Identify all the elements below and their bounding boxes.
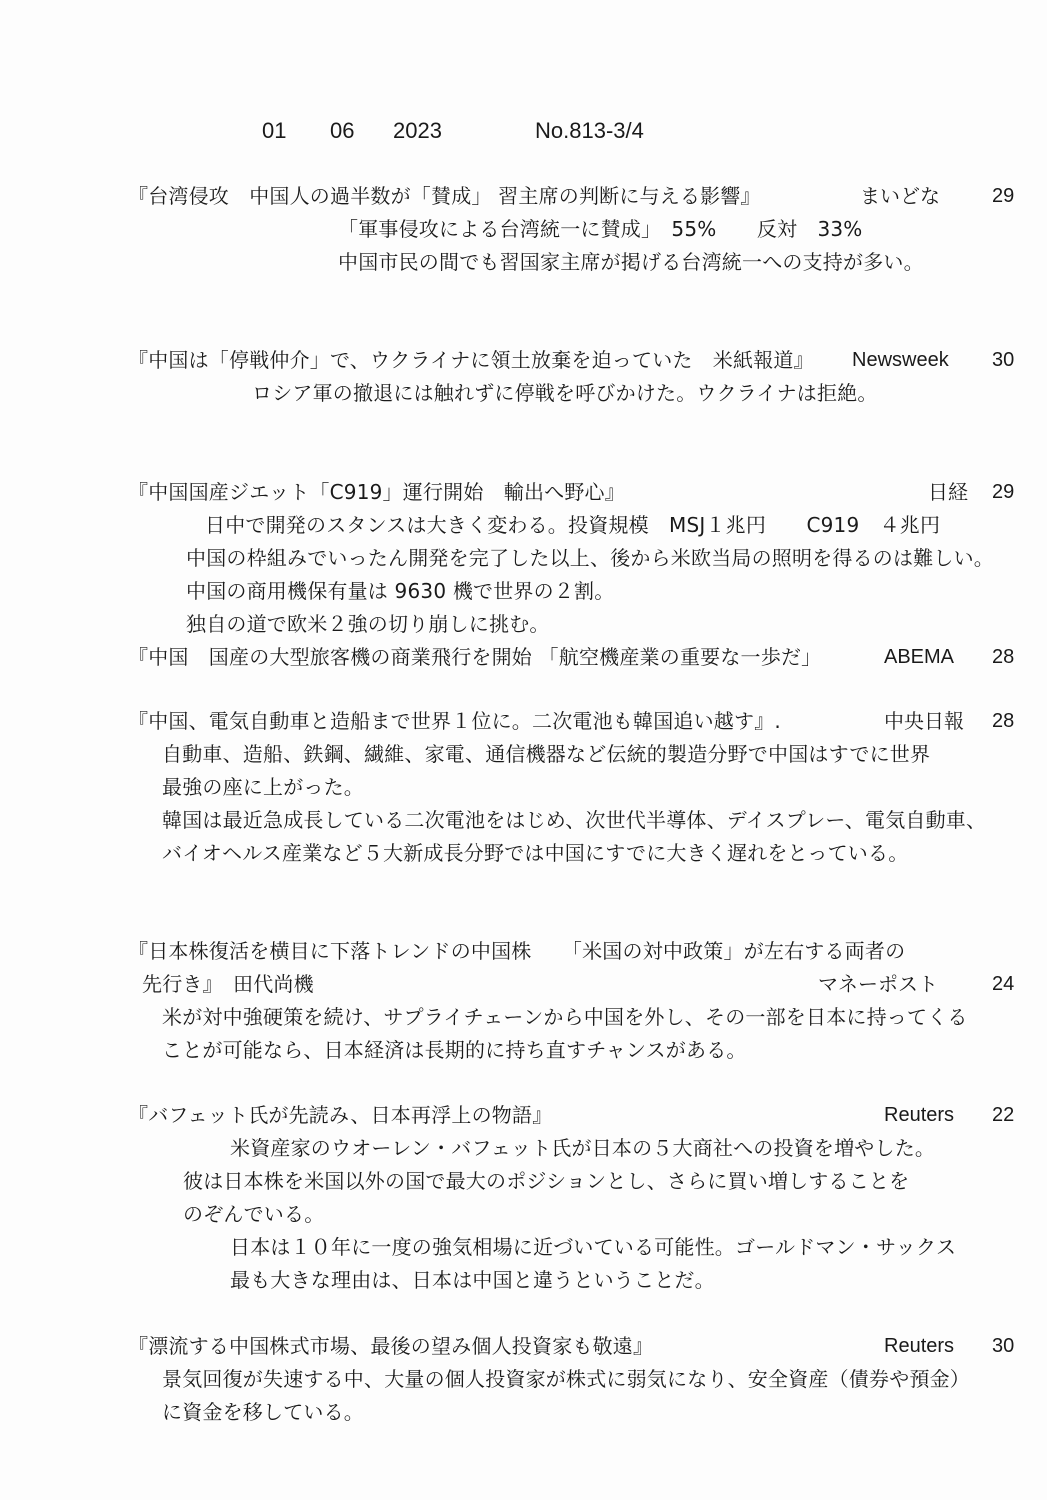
article-source: まいどな [860,184,940,208]
article-line: のぞんでいる。 [183,1202,325,1226]
article-source: 日経 [928,480,968,504]
article-source: ABEMA [884,646,955,668]
article-title: 『中国国産ジエット「C919」運行開始 輸出へ野心』 [128,480,625,504]
article-line: バイオヘルス産業など５大新成長分野では中国にすでに大きく遅れをとっている。 [162,841,909,865]
article-line: 日中で開発のスタンスは大きく変わる。投資規模 MSJ１兆円 C919 ４兆円 [205,513,941,537]
date-day: 01 [262,118,287,143]
article-day: 28 [992,710,1015,732]
article-source: Reuters [884,1104,955,1126]
article-line: 米が対中強硬策を続け、サプライチェーンから中国を外し、その一部を日本に持ってくる [162,1005,968,1029]
date-month: 06 [330,118,355,143]
article-source: Reuters [884,1335,955,1357]
article-title: 『中国 国産の大型旅客機の商業飛行を開始 「航空機産業の重要な一歩だ」 [128,645,822,669]
article-line: 米資産家のウオーレン・バフェット氏が日本の５大商社への投資を増やした。 [230,1136,936,1160]
issue-number: No.813-3/4 [535,118,644,143]
article-line: 韓国は最近急成長している二次電池をはじめ、次世代半導体、デイスプレー、電気自動車、 [162,808,987,832]
date-year: 2023 [393,118,442,143]
article-day: 24 [992,973,1015,995]
article-title: 『台湾侵攻 中国人の過半数が「賛成」 習主席の判断に与える影響』 [128,184,761,208]
article-line: 最強の座に上がった。 [162,775,364,799]
article-title: 『日本株復活を横目に下落トレンドの中国株 「米国の対中政策」が左右する両者の [128,939,906,963]
article-title: 『漂流する中国株式市場、最後の望み個人投資家も敬遠』 [128,1334,654,1358]
article-source: マネーポスト [818,972,938,996]
article-title: 『バフェット氏が先読み、日本再浮上の物語』 [128,1103,553,1127]
article-line: に資金を移している。 [162,1400,364,1424]
article-line: ロシア軍の撤退には触れずに停戦を呼びかけた。ウクライナは拒絶。 [252,381,878,405]
article-day: 28 [992,646,1015,668]
article-line: 日本は１０年に一度の強気相場に近づいている可能性。ゴールドマン・サックス [230,1235,957,1259]
article-day: 30 [992,1335,1015,1357]
article-day: 29 [992,481,1015,503]
article-line: ことが可能なら、日本経済は長期的に持ち直すチャンスがある。 [162,1038,747,1062]
article-source: Newsweek [852,349,949,371]
article-line: 彼は日本株を米国以外の国で最大のポジションとし、さらに買い増しすることを [183,1169,910,1193]
article-line: 最も大きな理由は、日本は中国と違うということだ。 [230,1268,715,1292]
article-line: 中国市民の間でも習国家主席が掲げる台湾統一への支持が多い。 [338,250,924,274]
article-title: 『中国、電気自動車と造船まで世界１位に。二次電池も韓国追い越す』. [128,709,781,733]
article-day: 22 [992,1104,1015,1126]
article-line: 自動車、造船、鉄鋼、繊維、家電、通信機器など伝統的製造分野で中国はすでに世界 [162,742,931,766]
article-line: 中国の枠組みでいったん開発を完了した以上、後から米欧当局の照明を得るのは難しい。 [186,546,994,570]
article-line: 景気回復が失速する中、大量の個人投資家が株式に弱気になり、安全資産（債券や預金） [162,1367,970,1391]
article-title-continued: 先行き』 田代尚機 [142,972,314,996]
article-line: 独自の道で欧米２強の切り崩しに挑む。 [186,612,550,636]
article-line: 中国の商用機保有量は 9630 機で世界の２割。 [186,579,615,603]
article-day: 30 [992,349,1015,371]
article-source: 中央日報 [884,709,964,733]
article-day: 29 [992,185,1015,207]
article-line: 「軍事侵攻による台湾統一に賛成」 55% 反対 33% [338,217,863,241]
article-title: 『中国は「停戦仲介」で、ウクライナに領土放棄を迫っていた 米紙報道』 [128,348,814,372]
